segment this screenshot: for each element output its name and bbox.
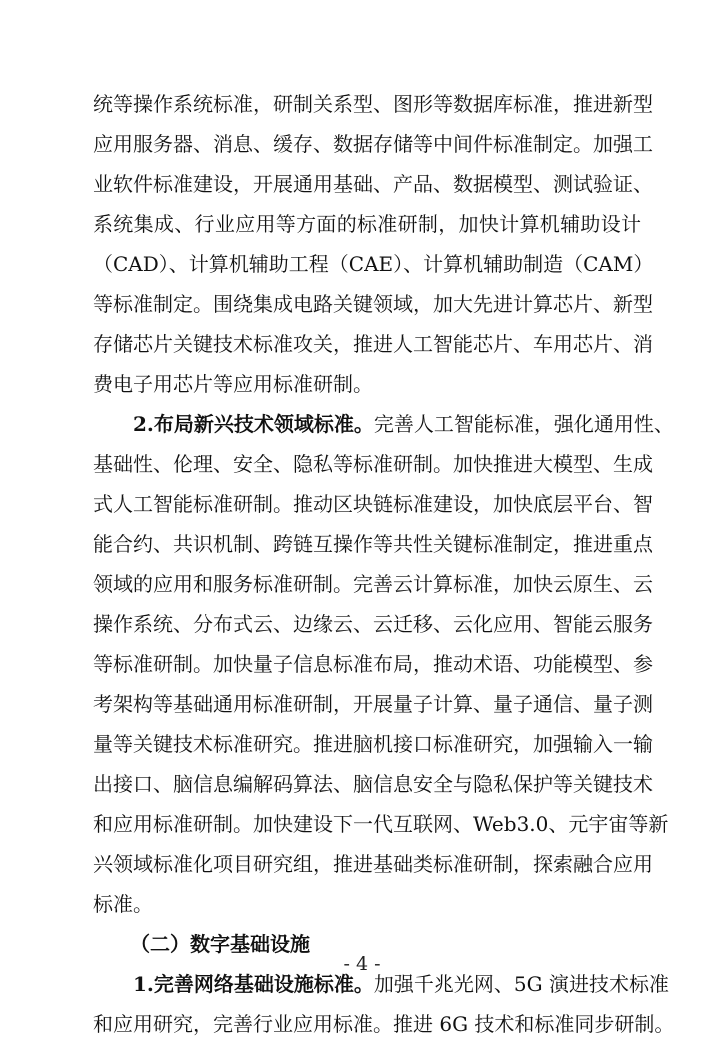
body-text: 加强千兆光网、5G 演进技术标准: [373, 972, 669, 996]
paragraph-heading-line: [133, 404, 674, 444]
body-text-line: 应用服务器、消息、缓存、数据存储等中间件标准制定。加强工: [93, 132, 653, 156]
body-text-line: 费电子用芯片等应用标准研制。: [93, 372, 373, 396]
body-text-line: 等标准制定。围绕集成电路关键领域，加大先进计算芯片、新型: [93, 292, 653, 316]
body-text-line: 系统集成、行业应用等方面的标准研制，加快计算机辅助设计: [93, 212, 641, 236]
body-text-line: 等标准研制。加快量子信息标准布局，推动术语、功能模型、参: [93, 652, 653, 676]
section-heading: （二）数字基础设施: [130, 932, 310, 956]
paragraph-heading: 1.完善网络基础设施标准。: [133, 972, 374, 996]
body-text-line: 能合约、共识机制、跨链互操作等共性关键标准制定，推进重点: [93, 532, 653, 556]
body-text-line: 领域的应用和服务标准研制。完善云计算标准，加快云原生、云: [93, 572, 653, 596]
body-text-line: 统等操作系统标准，研制关系型、图形等数据库标准，推进新型: [93, 92, 653, 116]
body-text-line: 考架构等基础通用标准研制，开展量子计算、量子通信、量子测: [93, 692, 653, 716]
page-number: - 4 -: [343, 953, 381, 975]
body-text-line: 标准。: [93, 892, 153, 916]
body-text-line: 量等关键技术标准研究。推进脑机接口标准研究，加强输入一输: [93, 732, 653, 756]
body-text-line: （CAD）、计算机辅助工程（CAE）、计算机辅助制造（CAM）: [93, 252, 654, 276]
body-text: 完善人工智能标准，强化通用性、: [373, 412, 674, 436]
body-text-line: 存储芯片关键技术标准攻关，推进人工智能芯片、车用芯片、消: [93, 332, 653, 356]
body-text-line: 和应用研究，完善行业应用标准。推进 6G 技术和标准同步研制。: [93, 1012, 675, 1036]
paragraph-heading: 2.布局新兴技术领域标准。: [133, 412, 374, 436]
body-text-line: 基础性、伦理、安全、隐私等标准研制。加快推进大模型、生成: [93, 452, 653, 476]
body-text-line: 操作系统、分布式云、边缘云、云迁移、云化应用、智能云服务: [93, 612, 653, 636]
body-text-line: 兴领域标准化项目研究组，推进基础类标准研制，探索融合应用: [93, 852, 653, 876]
body-text-line: 业软件标准建设，开展通用基础、产品、数据模型、测试验证、: [93, 172, 653, 196]
body-text-line: 和应用标准研制。加快建设下一代互联网、Web3.0、元宇宙等新: [93, 812, 669, 836]
body-text-line: 式人工智能标准研制。推动区块链标准建设，加快底层平台、智: [93, 492, 653, 516]
body-text-line: 出接口、脑信息编解码算法、脑信息安全与隐私保护等关键技术: [93, 772, 653, 796]
